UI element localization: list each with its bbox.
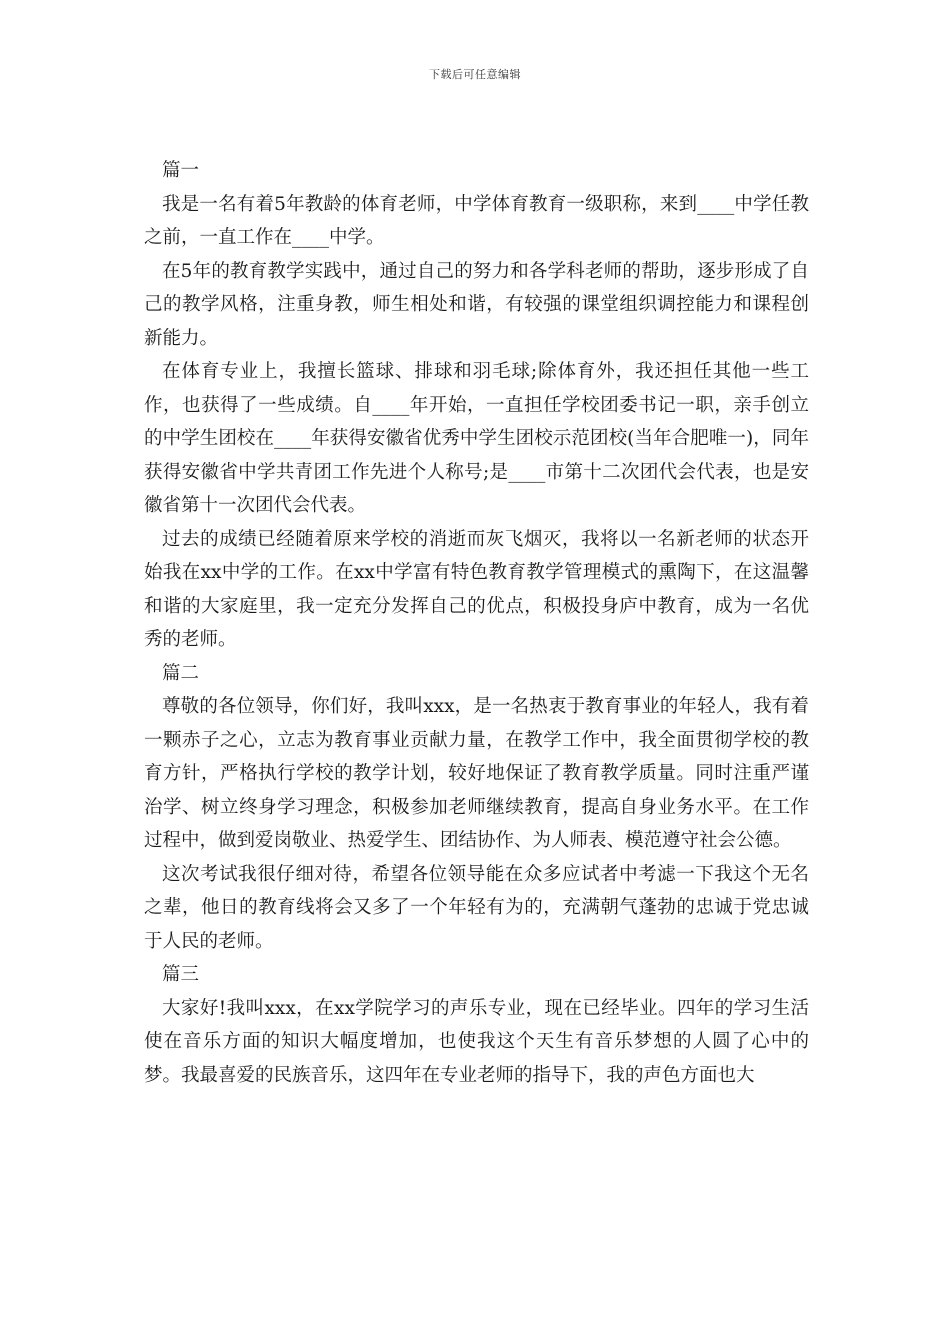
paragraph: 在体育专业上，我擅长篮球、排球和羽毛球;除体育外，我还担任其他一些工作，也获得了一些成绩。自____年开始，一直担任学校团委书记一职，亲手创立的中学生团校在____年获得安徽省优秀中学生团校示范团校(当年合肥唯一)，同年获得安徽省中学共青团工作先进个人称号;是____市第十二次团代会代表，也是安徽省第十一次团代会代表。 bbox=[144, 361, 809, 516]
section-title-2: 篇二 bbox=[162, 662, 200, 684]
paragraph: 我是一名有着5年教龄的体育老师，中学体育教育一级职称，来到____中学任教之前，一直工作在____中学。 bbox=[144, 193, 809, 248]
paragraph: 在5年的教育教学实践中，通过自己的努力和各学科老师的帮助，逐步形成了自己的教学风格，注重身教，师生相处和谐，有较强的课堂组织调控能力和课程创新能力。 bbox=[144, 260, 809, 349]
paragraph: 这次考试我很仔细对待，希望各位领导能在众多应试者中考滤一下我这个无名之辈，他日的教育线将会又多了一个年轻有为的，充满朝气蓬勃的忠诚于党忠诚于人民的老师。 bbox=[144, 863, 809, 952]
section-title-1: 篇一 bbox=[162, 160, 200, 181]
page-header-note: 下载后可任意编辑 bbox=[429, 68, 521, 81]
document-body bbox=[144, 154, 809, 1092]
paragraph: 大家好!我叫xxx，在xx学院学习的声乐专业，现在已经毕业。四年的学习生活使在音乐方面的知识大幅度增加，也使我这个天生有音乐梦想的人圆了心中的梦。我最喜爱的民族音乐，这四年在专业老师的指导下，我的声色方面也大 bbox=[144, 997, 809, 1086]
paragraph: 过去的成绩已经随着原来学校的消逝而灰飞烟灭，我将以一名新老师的状态开始我在xx中学的工作。在xx中学富有特色教育教学管理模式的熏陶下，在这温馨和谐的大家庭里，我一定充分发挥自己的优点，积极投身庐中教育，成为一名优秀的老师。 bbox=[144, 528, 809, 650]
section-title-3: 篇三 bbox=[162, 964, 200, 985]
paragraph: 尊敬的各位领导，你们好，我叫xxx，是一名热衷于教育事业的年轻人，我有着一颗赤子之心，立志为教育事业贡献力量，在教学工作中，我全面贯彻学校的教育方针，严格执行学校的教学计划，较好地保证了教育教学质量。同时注重严谨治学、树立终身学习理念，积极参加老师继续教育，提高自身业务水平。在工作过程中，做到爱岗敬业、热爱学生、团结协作、为人师表、模范遵守社会公德。 bbox=[144, 696, 809, 851]
